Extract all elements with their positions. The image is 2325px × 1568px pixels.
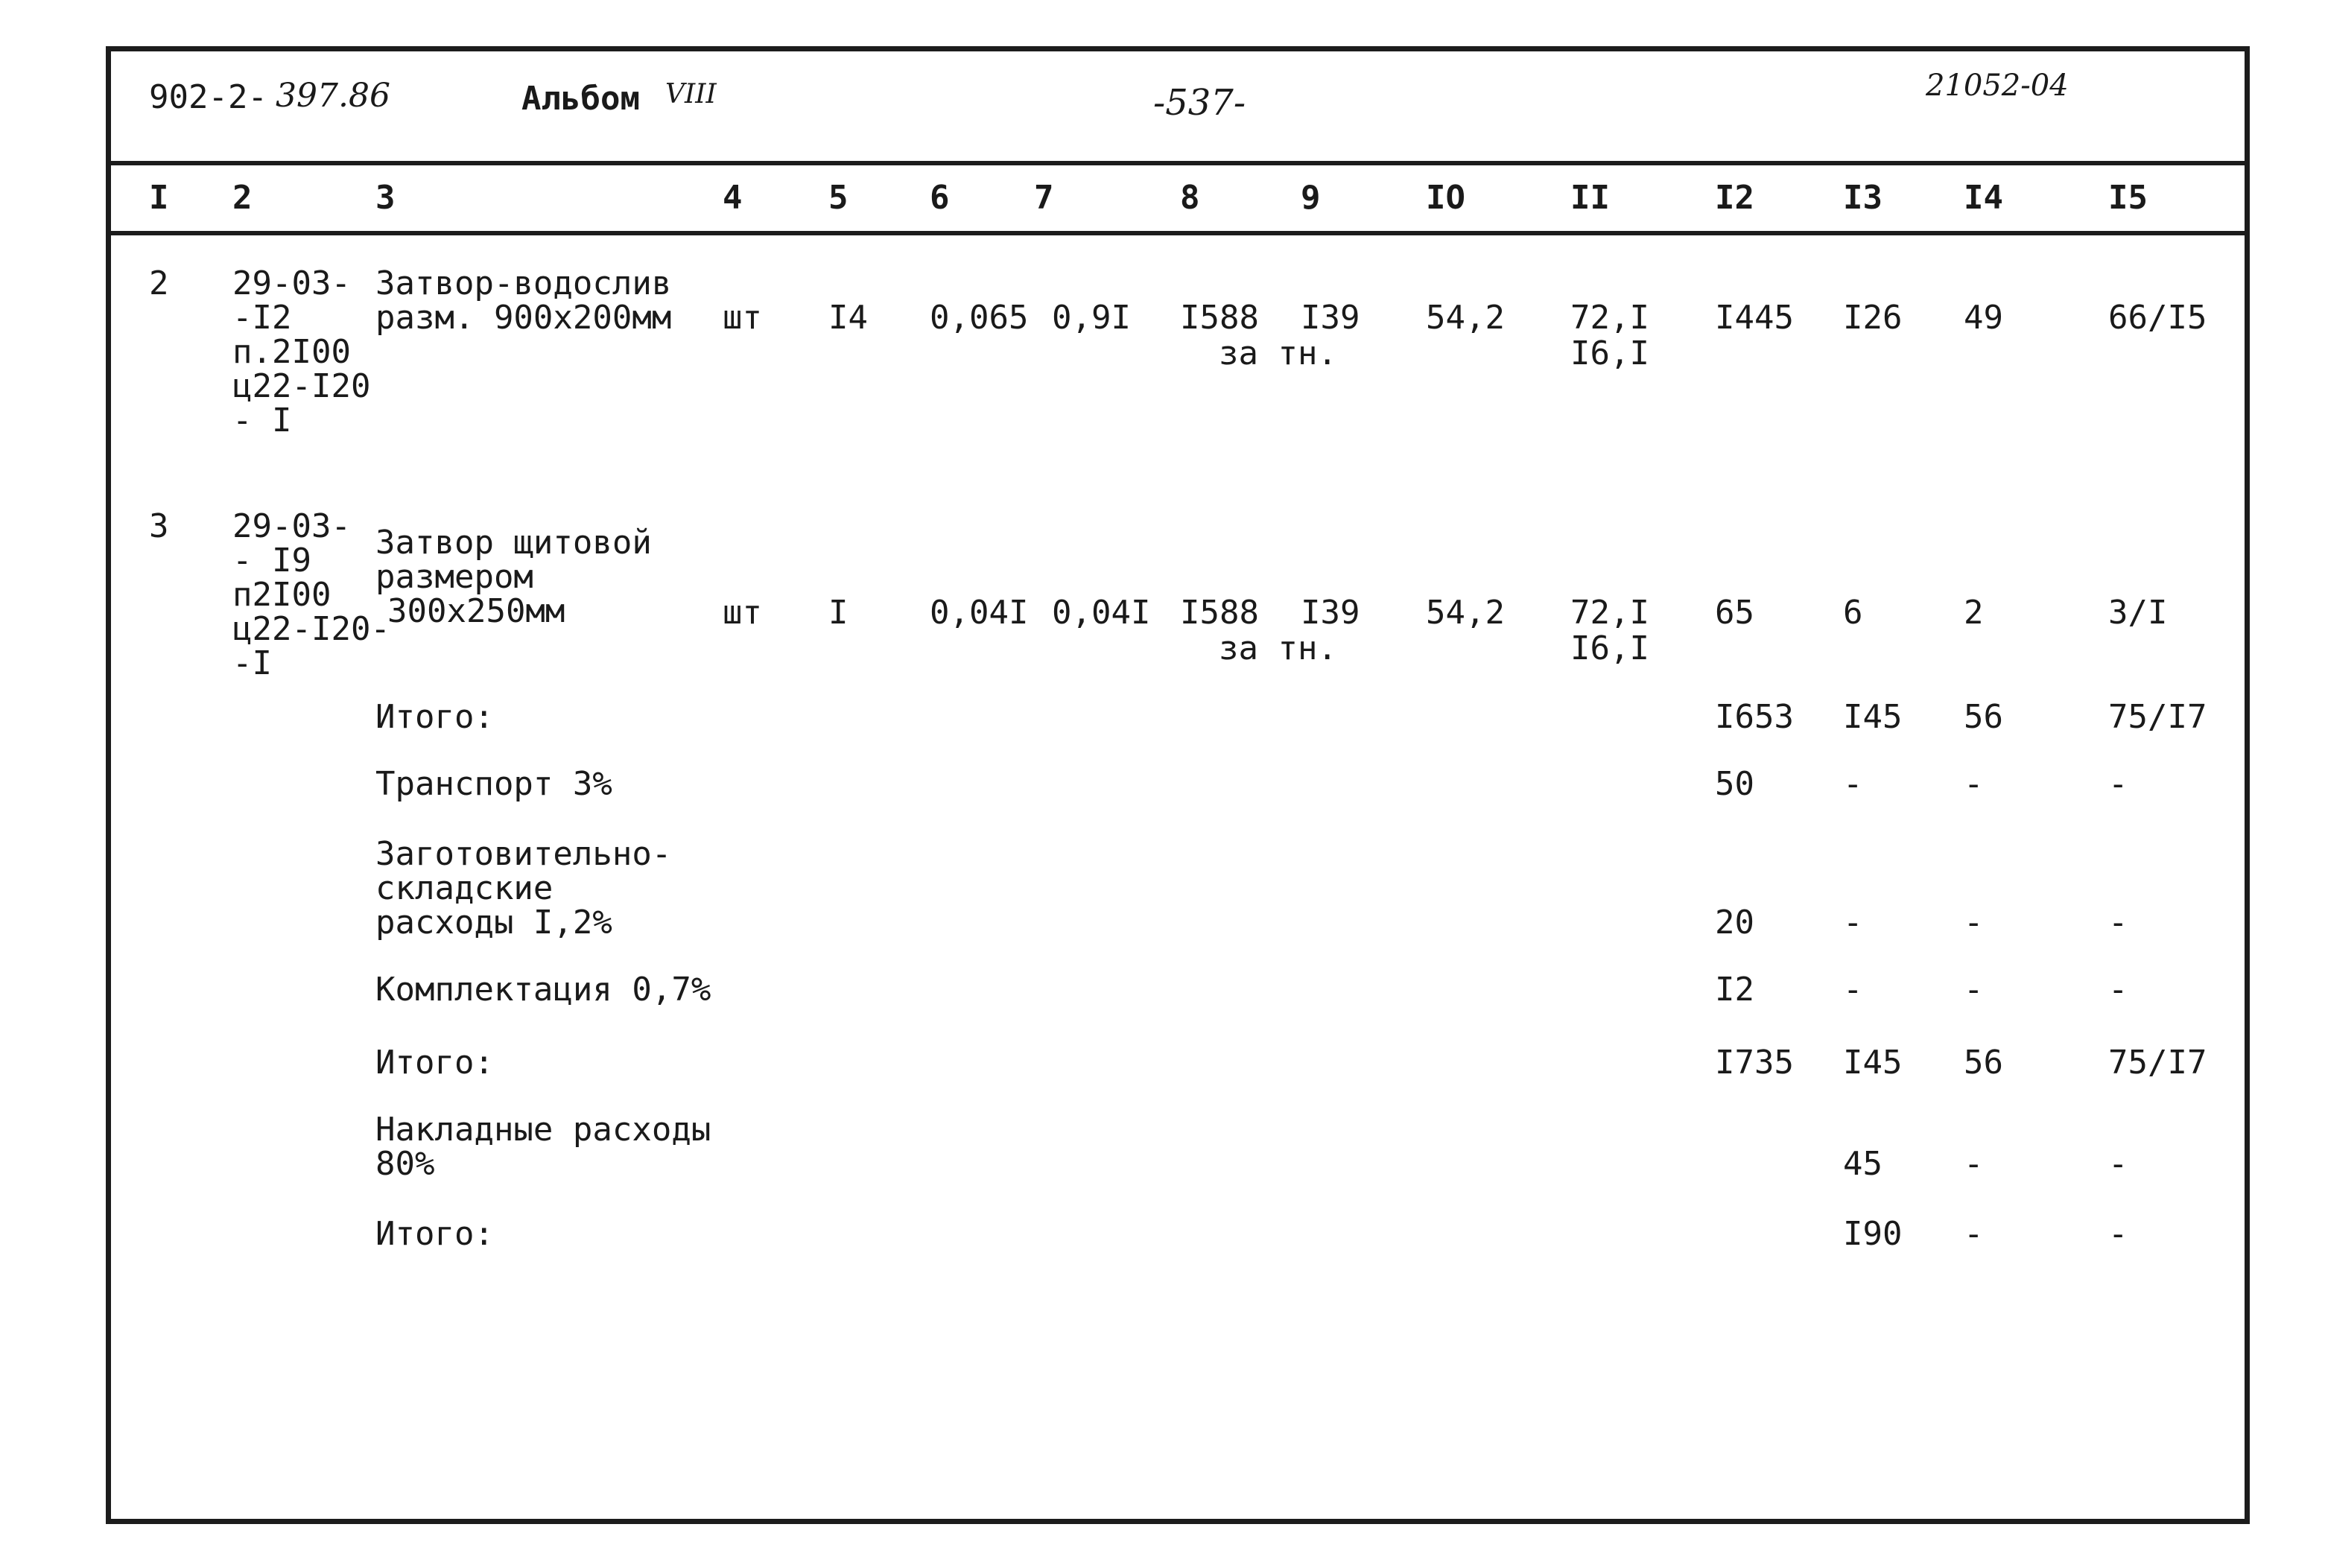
doc-number: 397.86 xyxy=(276,77,390,115)
column-number: 6 xyxy=(930,179,950,217)
summary-cell: - xyxy=(1964,1215,1984,1253)
summary-cell: - xyxy=(2108,765,2128,803)
summary-cell: - xyxy=(2108,904,2128,942)
row-cell-note: за тн. xyxy=(1219,334,1337,372)
summary-cell: 75/I7 xyxy=(2108,1044,2207,1082)
row-code-line: п.2I00 xyxy=(232,333,351,371)
summary-label: Итого: xyxy=(375,1044,494,1082)
summary-label: Заготовительно- xyxy=(375,835,672,873)
summary-cell: - xyxy=(1964,971,1984,1009)
row-cell: 0,04I xyxy=(930,594,1029,632)
summary-cell: I2 xyxy=(1715,971,1754,1009)
row-cell: 72,I xyxy=(1570,299,1649,337)
column-number: I2 xyxy=(1715,179,1754,217)
summary-label: 80% xyxy=(375,1145,435,1183)
summary-cell: - xyxy=(1964,904,1984,942)
row-cell: I588 xyxy=(1180,299,1259,337)
summary-cell: I45 xyxy=(1843,698,1903,736)
summary-label: Транспорт 3% xyxy=(375,765,612,803)
row-cell: 66/I5 xyxy=(2108,299,2207,337)
summary-cell: - xyxy=(1843,904,1863,942)
row-code-line: ц22-I20 xyxy=(232,367,371,405)
row-cell: I588 xyxy=(1180,594,1259,632)
summary-cell: - xyxy=(2108,1145,2128,1183)
row-unit: шт xyxy=(723,299,762,337)
row-code-line: 29-03- xyxy=(232,264,351,302)
row-cell: 3/I xyxy=(2108,594,2168,632)
row-name-line: Затвор-водослив xyxy=(375,264,672,302)
summary-label: складские xyxy=(375,869,554,907)
row-name-line: разм. 900х200мм xyxy=(375,299,672,337)
row-number: 2 xyxy=(149,264,169,302)
album-label: Альбом xyxy=(521,80,640,118)
row-code-line: 29-03- xyxy=(232,507,351,545)
row-cell-note: за тн. xyxy=(1219,629,1337,667)
summary-cell: - xyxy=(1964,765,1984,803)
column-number: IO xyxy=(1426,179,1465,217)
summary-cell: - xyxy=(1843,971,1863,1009)
summary-cell: 20 xyxy=(1715,904,1754,942)
row-cell: 0,065 xyxy=(930,299,1029,337)
row-cell: I6,I xyxy=(1570,334,1649,372)
row-cell: 0,04I xyxy=(1052,594,1151,632)
doc-prefix: 902-2- xyxy=(149,78,267,116)
column-number: 7 xyxy=(1034,179,1054,217)
row-code-line: п2I00 xyxy=(232,576,332,614)
row-number: 3 xyxy=(149,507,169,545)
row-code-line: - I xyxy=(232,401,292,439)
row-cell: 49 xyxy=(1964,299,2003,337)
summary-cell: - xyxy=(1964,1145,1984,1183)
row-cell: 65 xyxy=(1715,594,1754,632)
row-quantity: I xyxy=(828,594,849,632)
summary-cell: - xyxy=(2108,971,2128,1009)
row-cell: 54,2 xyxy=(1426,299,1505,337)
header-rule xyxy=(110,161,2247,165)
summary-label: Комплектация 0,7% xyxy=(375,971,711,1009)
summary-cell: I45 xyxy=(1843,1044,1903,1082)
row-unit: шт xyxy=(723,594,762,632)
row-code-line: -I xyxy=(232,644,272,682)
summary-cell: 45 xyxy=(1843,1145,1882,1183)
row-code-line: ц22-I20- xyxy=(232,610,390,648)
summary-cell: I735 xyxy=(1715,1044,1794,1082)
row-cell: 54,2 xyxy=(1426,594,1505,632)
row-cell: 72,I xyxy=(1570,594,1649,632)
summary-label: Итого: xyxy=(375,1215,494,1253)
row-code-line: -I2 xyxy=(232,299,292,337)
column-number: 8 xyxy=(1180,179,1200,217)
summary-label: Накладные расходы xyxy=(375,1111,711,1149)
row-cell: I39 xyxy=(1301,299,1360,337)
row-cell: I39 xyxy=(1301,594,1360,632)
summary-cell: 56 xyxy=(1964,1044,2003,1082)
summary-label: Итого: xyxy=(375,698,494,736)
column-number: II xyxy=(1570,179,1610,217)
column-number: 4 xyxy=(723,179,743,217)
row-cell: I6,I xyxy=(1570,629,1649,667)
column-number: I3 xyxy=(1843,179,1882,217)
column-number: 5 xyxy=(828,179,849,217)
row-name-line: 300х250мм xyxy=(387,592,565,630)
document-code: 21052-04 xyxy=(1926,69,2069,103)
summary-cell: - xyxy=(1843,765,1863,803)
row-cell: 2 xyxy=(1964,594,1984,632)
summary-cell: - xyxy=(2108,1215,2128,1253)
row-cell: I26 xyxy=(1843,299,1903,337)
column-number: 2 xyxy=(232,179,253,217)
row-quantity: I4 xyxy=(828,299,868,337)
summary-cell: 56 xyxy=(1964,698,2003,736)
row-name-line: Затвор щитовой xyxy=(375,524,652,562)
column-number: I xyxy=(149,179,169,217)
column-number: 3 xyxy=(375,179,396,217)
summary-label: расходы I,2% xyxy=(375,904,612,942)
row-name-line: размером xyxy=(375,558,533,596)
summary-cell: I653 xyxy=(1715,698,1794,736)
row-code-line: - I9 xyxy=(232,542,311,580)
column-number: I5 xyxy=(2108,179,2148,217)
row-cell: I445 xyxy=(1715,299,1794,337)
column-number: 9 xyxy=(1301,179,1321,217)
summary-cell: I90 xyxy=(1843,1215,1903,1253)
column-header-rule xyxy=(110,231,2247,235)
summary-cell: 75/I7 xyxy=(2108,698,2207,736)
album-number: VIII xyxy=(665,79,717,109)
row-cell: 0,9I xyxy=(1052,299,1131,337)
row-cell: 6 xyxy=(1843,594,1863,632)
summary-cell: 50 xyxy=(1715,765,1754,803)
page-number: -537- xyxy=(1153,82,1246,124)
column-number: I4 xyxy=(1964,179,2003,217)
